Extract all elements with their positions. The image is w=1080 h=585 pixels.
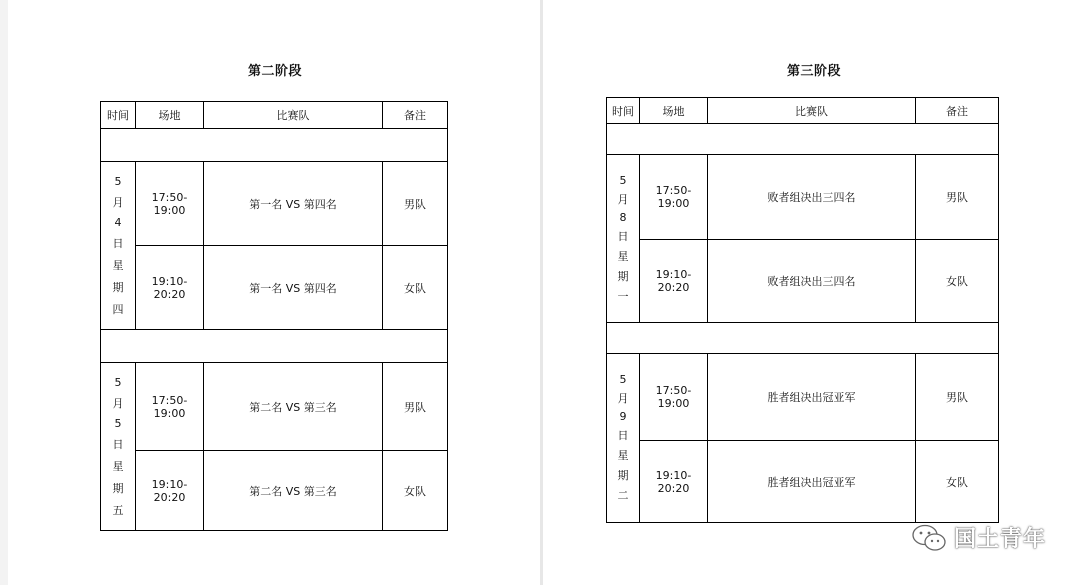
spacer-row <box>101 330 448 363</box>
time-cell: 17:50-19:00 <box>640 155 708 240</box>
note-cell: 男队 <box>916 354 999 441</box>
date-cell: 5 月 8 日 星 期 一 <box>607 155 640 323</box>
note-cell: 女队 <box>916 441 999 523</box>
note-cell: 男队 <box>383 162 448 246</box>
time-cell: 19:10-20:20 <box>136 246 204 330</box>
wechat-icon <box>912 524 946 552</box>
header-venue: 场地 <box>136 102 204 129</box>
table-row <box>101 162 448 246</box>
header-teams: 比赛队 <box>204 102 383 129</box>
date-cell: 5 月 4 日 星 期 四 <box>101 162 136 330</box>
teams-cell: 胜者组决出冠亚军 <box>708 354 916 441</box>
header-venue: 场地 <box>640 98 708 124</box>
header-time: 时间 <box>101 102 136 129</box>
teams-cell: 败者组决出三四名 <box>708 240 916 323</box>
time-cell: 17:50-19:00 <box>136 162 204 246</box>
table-row <box>101 363 448 451</box>
table-row <box>607 354 999 441</box>
date-cell: 5 月 9 日 星 期 二 <box>607 354 640 523</box>
teams-cell: 第二名 VS 第三名 <box>204 451 383 531</box>
header-notes: 备注 <box>916 98 999 124</box>
time-cell: 19:10-20:20 <box>640 441 708 523</box>
table-row <box>101 451 448 531</box>
teams-cell: 胜者组决出冠亚军 <box>708 441 916 523</box>
time-cell: 19:10-20:20 <box>136 451 204 531</box>
left-schedule-table <box>100 101 448 531</box>
left-stage-title: 第二阶段 <box>248 64 303 79</box>
table-row <box>607 155 999 240</box>
note-cell: 男队 <box>916 155 999 240</box>
teams-cell: 败者组决出三四名 <box>708 155 916 240</box>
right-stage-title: 第三阶段 <box>787 64 842 79</box>
note-cell: 女队 <box>383 246 448 330</box>
spacer-row <box>101 129 448 162</box>
table-row <box>607 240 999 323</box>
date-cell: 5 月 5 日 星 期 五 <box>101 363 136 531</box>
header-notes: 备注 <box>383 102 448 129</box>
time-cell: 17:50-19:00 <box>136 363 204 451</box>
teams-cell: 第二名 VS 第三名 <box>204 363 383 451</box>
teams-cell: 第一名 VS 第四名 <box>204 162 383 246</box>
note-cell: 男队 <box>383 363 448 451</box>
table-header-row <box>607 98 999 124</box>
teams-cell: 第一名 VS 第四名 <box>204 246 383 330</box>
watermark-text: 国土青年 <box>953 527 1046 552</box>
right-schedule-table <box>606 97 999 523</box>
header-time: 时间 <box>607 98 640 124</box>
time-cell: 19:10-20:20 <box>640 240 708 323</box>
spacer-row <box>607 323 999 354</box>
note-cell: 女队 <box>916 240 999 323</box>
table-header-row <box>101 102 448 129</box>
time-cell: 17:50-19:00 <box>640 354 708 441</box>
note-cell: 女队 <box>383 451 448 531</box>
table-row <box>607 441 999 523</box>
watermark <box>912 522 1046 553</box>
spacer-row <box>607 124 999 155</box>
header-teams: 比赛队 <box>708 98 916 124</box>
table-row <box>101 246 448 330</box>
